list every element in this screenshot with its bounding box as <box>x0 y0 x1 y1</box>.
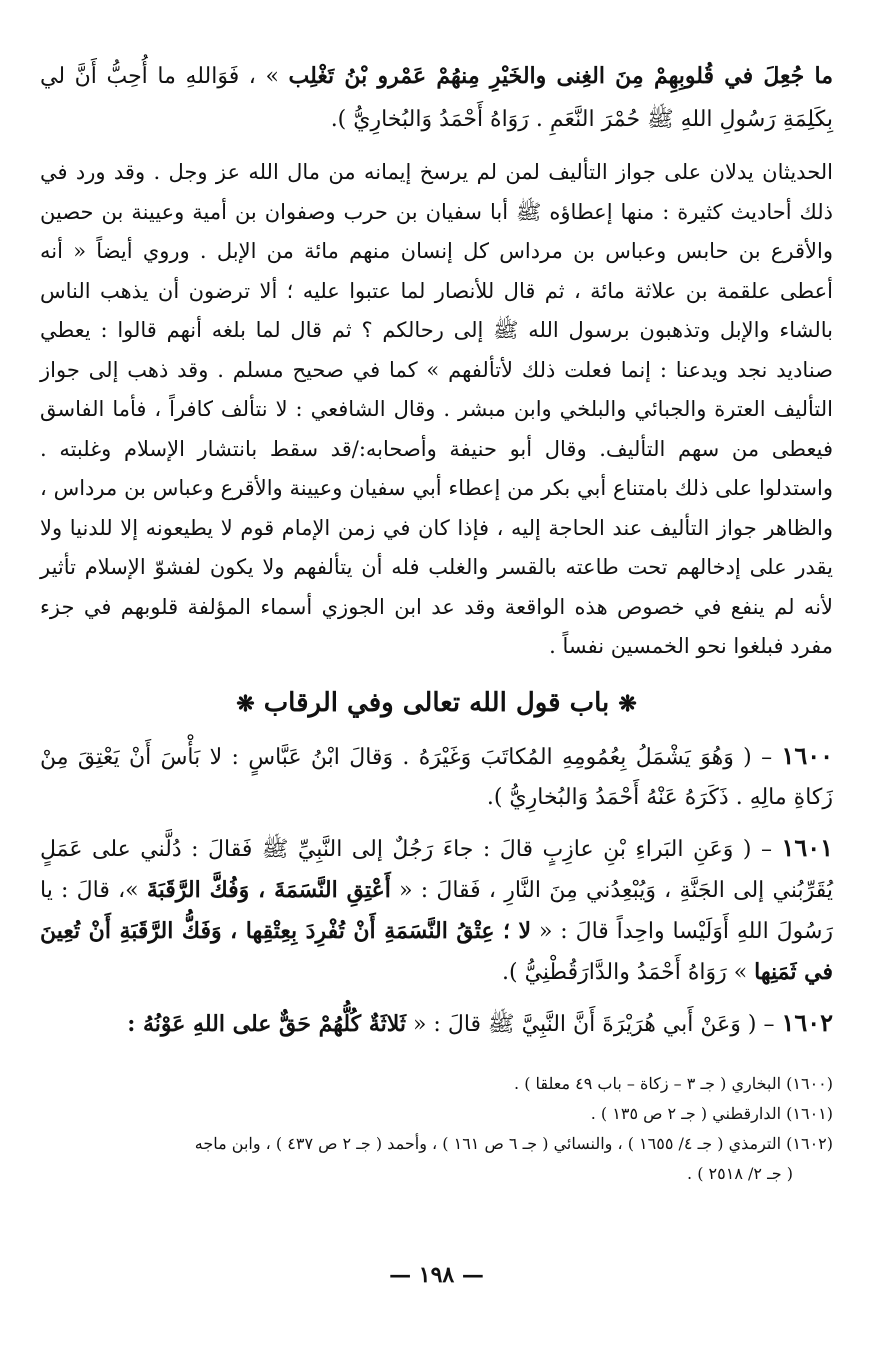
hadith-bold-text: ثَلاثَةٌ كُلُّهُمْ حَقٌّ على اللهِ عَوْنُهُ : <box>127 1010 406 1037</box>
chapter-heading <box>40 681 833 726</box>
footnote-continuation: ( جـ ٢/ ٢٥١٨ ) . <box>687 1163 793 1183</box>
hadith-text: – ( وَعَنِ البَراءِ بْنِ عازِبٍ قالَ : جاءَ رَجُلٌ إلى النَّبِيِّ ﷺ فَقالَ : دُلَّني على عَمَلٍ يُقَرِّبُني إلى الجَنَّةِ ، وَيُبْعِدُني مِنَ النَّارِ ، فَقالَ : « <box>40 836 833 903</box>
hadith-1600 <box>40 736 833 818</box>
page-number: — ١٩٨ — <box>389 1262 484 1288</box>
hadith-text: – ( وَهُوَ يَشْمَلُ بِعُمُومِهِ المُكاتَبَ وَغَيْرَهُ . وَقالَ ابْنُ عَبَّاسٍ : لا بَأْسَ أَنْ يَعْتِقَ مِنْ زَكاةِ مالِهِ . ذَكَرَهُ عَنْهُ أَحْمَدُ وَالبُخارِيُّ ). <box>40 744 833 810</box>
document-page <box>40 55 833 1360</box>
hadith-number: ١٦٠٢ <box>781 1007 833 1037</box>
intro-bold-text: ما جُعِلَ في قُلوبِهِمْ مِنَ الغِنى والخَيْرِ مِنهُمْ عَمْرو بْنُ تَغْلِب <box>288 63 833 89</box>
star-ornament-icon: ❋ <box>618 690 637 717</box>
star-ornament-icon: ❋ <box>236 690 255 717</box>
intro-paragraph <box>40 55 833 141</box>
hadith-text: – ( وَعَنْ أَبي هُرَيْرَةَ أَنَّ النَّبِيَّ ﷺ قالَ : « <box>405 1011 782 1037</box>
commentary-paragraph: الحديثان يدلان على جواز التأليف لمن لم يرسخ إيمانه من مال الله عز وجل . وقد ورد في ذلك أحاديث كثيرة : منها إعطاؤه ﷺ أبا سفيان بن حرب وصفوان بن أمية وعيينة بن حصين والأقرع بن حابس وعباس بن مرداس كل إنسان منهم مائة من الإبل . وروي أيضاً « أنه أعطى علقمة بن علاثة مائة ، ثم قال للأنصار لما عتبوا عليه ؛ ألا ترضون أن يذهب الناس بالشاء والإبل وتذهبون برسول الله ﷺ إلى رحالكم ؟ ثم قال لما بلغه أنهم قالوا : يعطي صناديد نجد ويدعنا : إنما فعلت ذلك لأتألفهم » كما في صحيح مسلم . وقد ذهب إلى جواز التأليف العترة والجبائي والبلخي وابن مبشر . وقال الشافعي : لا نتألف كافراً ، فأما الفاسق فيعطى من سهم التأليف. وقال أبو حنيفة وأصحابه:/قد سقط بانتشار الإسلام وغلبته . واستدلوا على ذلك بامتناع أبي بكر من إعطاء أبي سفيان وعيينة والأقرع وعباس بن مرداس ، والظاهر جواز التأليف عند الحاجة إليه ، فإذا كان في زمن الإمام قوم لا يطيعونه إلا للدنيا ولا يقدر على إدخالهم تحت طاعته بالقسر والغلب فله أن يتألفهم ولا يكون لفشوّ الإسلام تأثير لأنه لم ينفع في خصوص هذه الواقعة وقد عد ابن الجوزي أسماء المؤلفة قلوبهم في جزء مفرد فبلغوا نحو الخمسين نفساً . <box>40 160 833 658</box>
footnote: (١٦٠١) الدارقطني ( جـ ٢ ص ١٣٥ ) . <box>590 1103 833 1123</box>
hadith-bold-text: أَعْتِقِ النَّسَمَةَ ، وَفُكَّ الرَّقَبَةَ <box>146 876 391 903</box>
hadith-text: »، قالَ : يا رَسُولَ اللهِ أَوَلَيْسا واحِداً قالَ : « <box>40 877 833 944</box>
hadith-1602 <box>40 1003 833 1045</box>
hadith-number: ١٦٠٠ <box>781 740 834 770</box>
footnote: (١٦٠٢) الترمذي ( جـ ٤/ ١٦٥٥ ) ، والنسائي ( جـ ٦ ص ١٦١ ) ، وأحمد ( جـ ٢ ص ٤٣٧ ) ، وابن ماجه <box>194 1133 833 1153</box>
footnotes <box>40 1069 833 1189</box>
hadith-number: ١٦٠١ <box>781 832 833 862</box>
chapter-title: باب قول الله تعالى وفي الرقاب <box>263 687 610 718</box>
hadith-bold-text: لا ؛ عِتْقُ النَّسَمَةِ أَنْ تُفْرِدَ بِعِتْقِها ، وَفَكُّ الرَّقَبَةِ أَنْ تُعِينَ في ثَمَنِها <box>40 917 833 985</box>
hadith-1601 <box>40 828 833 993</box>
hadith-text: » رَوَاهُ أَحْمَدُ والدَّارَقُطْنِيُّ ). <box>502 959 755 985</box>
intro-rest-text: » ، فَوَاللهِ ما أُحِبُّ أَنَّ لي بِكَلِمَةِ رَسُولِ اللهِ ﷺ حُمْرَ النَّعَمِ . رَوَاهُ أَحْمَدُ وَالبُخارِيُّ ). <box>40 64 833 132</box>
footnote: (١٦٠٠) البخاري ( جـ ٣ – زكاة – باب ٤٩ معلقا ) . <box>514 1073 833 1093</box>
